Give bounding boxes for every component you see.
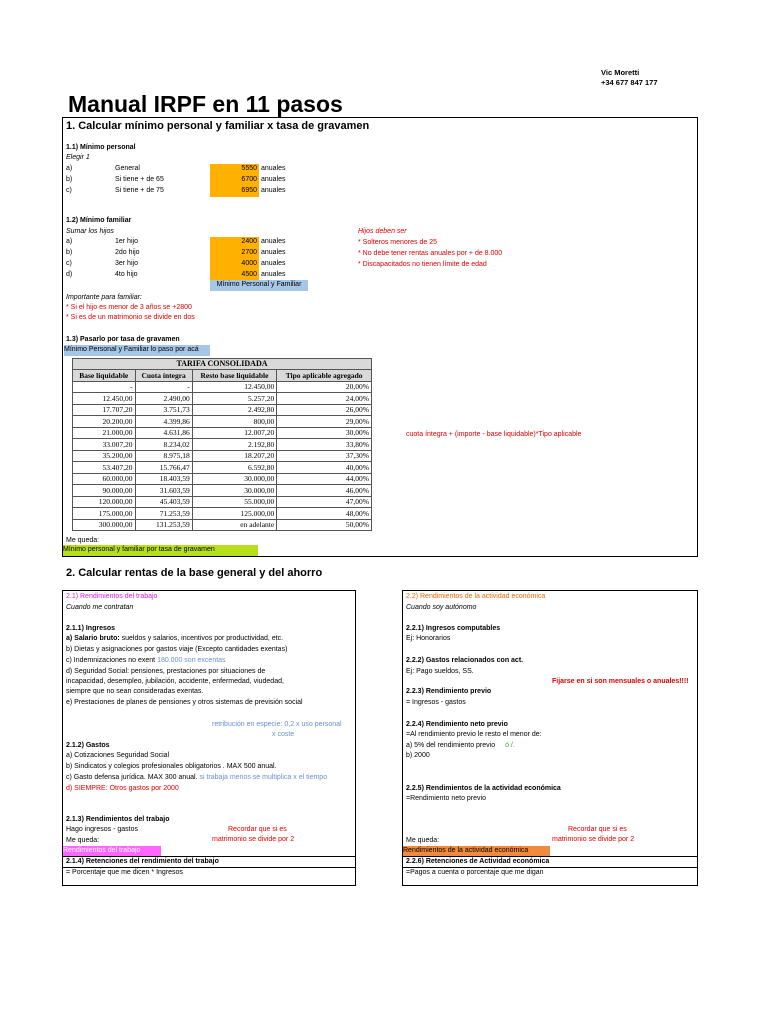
personal-row-label: Si tiene + de 65 <box>115 176 164 183</box>
trabajo-ingresos-d2: incapacidad, desempleo, jubilación, accidente, enfermedad, viudedad, <box>66 678 284 685</box>
actividad-subtitle: Cuando soy autónomo <box>406 604 477 611</box>
tarifa-cell: 48,00% <box>277 508 372 520</box>
actividad-gas-line: Ej: Pago sueldos, SS. <box>406 668 474 675</box>
tarifa-cell: 30.000,00 <box>192 485 276 497</box>
actividad-recordar-1: Recordar que si es <box>568 826 627 833</box>
actividad-ing-line: Ej: Honorarios <box>406 635 451 642</box>
tarifa-cell: 12.450,00 <box>192 381 276 393</box>
tarifa-cell: 45.403,59 <box>135 496 192 508</box>
tarifa-cell: 24,00% <box>277 393 372 405</box>
trabajo-rend-line: Hago ingresos - gastos <box>66 826 138 833</box>
hijos-note-3: * Discapacitados no tienen límite de edad <box>358 261 487 268</box>
actividad-act-line: =Rendimiento neto previo <box>406 795 486 802</box>
trabajo-retenciones-heading: 2.1.4) Retenciones del rendimiento del trabajo <box>66 858 219 865</box>
familiar-row-label: 1er hijo <box>115 238 138 245</box>
hijos-note-1: * Solteros menores de 25 <box>358 239 437 246</box>
tarifa-cell: 33,80% <box>277 439 372 451</box>
tarifa-cell: 4.399,86 <box>135 416 192 428</box>
tarifa-row <box>73 427 372 439</box>
importante-heading: Importante para familiar: <box>66 294 142 301</box>
actividad-ing-heading: 2.2.1) Ingresos computables <box>406 625 501 632</box>
tarifa-row <box>73 508 372 520</box>
tarifa-cell: en adelante <box>192 519 276 531</box>
tarifa-cell: 37,30% <box>277 450 372 462</box>
trabajo-ingresos-d1: d) Seguridad Social: pensiones, prestaciones por situaciones de <box>66 668 266 675</box>
actividad-retenciones-heading: 2.2.6) Retenciones de Actividad económica <box>406 858 550 865</box>
tarifa-cell: 46,00% <box>277 485 372 497</box>
actividad-me-queda: Me queda: <box>406 837 440 844</box>
trabajo-recordar-2: matrimonio se divide por 2 <box>212 836 295 843</box>
actividad-neto-heading: 2.2.4) Rendimiento neto previo <box>406 721 508 728</box>
actividad-fijarse: Fijarse en si son mensuales o anuales!!!! <box>552 678 689 685</box>
tarifa-cell: 30.000,00 <box>192 473 276 485</box>
actividad-previo-heading: 2.2.3) Rendimiento previo <box>406 688 492 695</box>
tarifa-cell: 47,00% <box>277 496 372 508</box>
tarifa-row <box>73 485 372 497</box>
section-2-heading: 2. Calcular rentas de la base general y del ahorro <box>66 567 323 579</box>
trabajo-gastos-a: a) Cotizaciones Seguridad Social <box>66 752 170 759</box>
tarifa-cell: 8.975,18 <box>135 450 192 462</box>
tarifa-title: TARIFA CONSOLIDADA <box>72 358 372 369</box>
trabajo-ingresos-e: e) Prestaciones de planes de pensiones y otros sistemas de previsión social <box>66 699 303 706</box>
familiar-row-key: b) <box>66 249 73 256</box>
tarifa-cell: 131.253,59 <box>135 519 192 531</box>
familiar-row-key: a) <box>66 238 73 245</box>
trabajo-me-queda: Me queda: <box>66 837 100 844</box>
trabajo-subtitle: Cuando me contratan <box>66 604 134 611</box>
trabajo-result-bar: Rendimientos del trabajo <box>63 846 161 856</box>
section-1-heading: 1. Calcular mínimo personal y familiar x tasa de gravamen <box>66 120 370 132</box>
familiar-row-unit: anuales <box>261 260 286 267</box>
personal-row-label: General <box>115 165 140 172</box>
tarifa-row <box>73 450 372 462</box>
familiar-row-unit: anuales <box>261 249 286 256</box>
personal-row-value: 5550 <box>210 164 259 175</box>
familiar-row-value: 4000 <box>210 259 259 270</box>
familiar-row-label: 4to hijo <box>115 271 138 278</box>
familiar-row-key: c) <box>66 260 72 267</box>
tarifa-cell: 44,00% <box>277 473 372 485</box>
actividad-act-heading: 2.2.5) Rendimientos de la actividad económica <box>406 785 561 792</box>
tarifa-cell: 800,00 <box>192 416 276 428</box>
personal-row-key: a) <box>66 165 73 172</box>
tarifa-row <box>73 416 372 428</box>
hijos-heading: Hijos deben ser <box>358 228 407 235</box>
importante-note-1: * Si el hijo es menor de 3 años se +2800 <box>66 304 192 311</box>
tarifa-cell: 40,00% <box>277 462 372 474</box>
tarifa-cell: 53.407,20 <box>73 462 136 474</box>
tarifa-cell: 12.007,20 <box>192 427 276 439</box>
tarifa-cell: 30,00% <box>277 427 372 439</box>
trabajo-gastos-d: d) SIEMPRE: Otros gastos por 2000 <box>66 785 179 792</box>
tarifa-cell: 12.450,00 <box>73 393 136 405</box>
tarifa-cell: 60.000,00 <box>73 473 136 485</box>
personal-row-key: b) <box>66 176 73 183</box>
tarifa-cell: 2.492,80 <box>192 404 276 416</box>
trabajo-ingresos-heading: 2.1.1) Ingresos <box>66 625 116 632</box>
trabajo-ingresos-c: c) Indemnizaciones no exent 180.000 son excentas <box>66 657 226 664</box>
page-title: Manual IRPF en 11 pasos <box>68 91 343 117</box>
trabajo-ingresos-b: b) Dietas y asignaciones por gastos viaje (Excepto cantidades exentas) <box>66 646 288 653</box>
tarifa-cell: 4.631,86 <box>135 427 192 439</box>
actividad-neto-line-1: =Al rendimiento previo le resto el menor de: <box>406 731 542 738</box>
tarifa-column-header: Resto base liquidable <box>192 370 276 382</box>
trabajo-title: 2.1) Rendimientos del trabajo <box>66 593 158 600</box>
tarifa-cell: 120.000,00 <box>73 496 136 508</box>
actividad-recordar-2: matrimonio se divide por 2 <box>552 836 635 843</box>
tarifa-cell: 18.403,59 <box>135 473 192 485</box>
personal-note: Elegir 1 <box>66 154 90 161</box>
tarifa-cell: 71.253,59 <box>135 508 192 520</box>
tarifa-cell: 5.257,20 <box>192 393 276 405</box>
tarifa-cell: 35.200,00 <box>73 450 136 462</box>
tarifa-row <box>73 473 372 485</box>
tarifa-cell: 300.000,00 <box>73 519 136 531</box>
actividad-title: 2.2) Rendimientos de la actividad económica <box>406 593 546 600</box>
familiar-row-unit: anuales <box>261 238 286 245</box>
trabajo-gastos-heading: 2.1.2) Gastos <box>66 742 110 749</box>
trabajo-rend-heading: 2.1.3) Rendimientos del trabajo <box>66 816 170 823</box>
tarifa-column-header: Cuota íntegra <box>135 370 192 382</box>
gravamen-heading: 1.3) Pasarlo por tasa de gravamen <box>66 336 180 343</box>
gravamen-me-queda: Me queda: <box>66 537 100 544</box>
tarifa-cell: 3.751,73 <box>135 404 192 416</box>
actividad-neto-line-2: a) 5% del rendimiento previo ó /. <box>406 742 515 749</box>
actividad-gas-heading: 2.2.2) Gastos relacionados con act. <box>406 657 524 664</box>
tarifa-cell: 90.000,00 <box>73 485 136 497</box>
tarifa-cell: 18.207,20 <box>192 450 276 462</box>
tarifa-cell: 20.200,00 <box>73 416 136 428</box>
tarifa-cell: 50,00% <box>277 519 372 531</box>
personal-row-unit: anuales <box>261 176 286 183</box>
author-name: Vic Moretti <box>601 68 640 77</box>
tarifa-cell: 125.000,00 <box>192 508 276 520</box>
hijos-note-2: * No debe tener rentas anuales por + de 8.000 <box>358 250 503 257</box>
trabajo-gastos-c: c) Gasto defensa jurídica. MAX 300 anual. si trabaja menos se multiplica x el tiempo <box>66 774 328 781</box>
tarifa-column-header: Tipo aplicable agregado <box>277 370 372 382</box>
familiar-note: Sumar los hijos <box>66 228 114 235</box>
tarifa-cell: 15.766,47 <box>135 462 192 474</box>
gravamen-note-bar: Mínimo Personal y Familiar lo paso por acá <box>64 345 210 356</box>
importante-note-2: * Si es de un matrimonio se divide en dos <box>66 314 195 321</box>
author-phone: +34 677 847 177 <box>601 78 658 87</box>
familiar-row-unit: anuales <box>261 271 286 278</box>
tarifa-row <box>73 462 372 474</box>
familiar-heading: 1.2) Mínimo familiar <box>66 217 132 224</box>
tarifa-row <box>73 439 372 451</box>
tarifa-cell: - <box>135 381 192 393</box>
personal-row-unit: anuales <box>261 165 286 172</box>
personal-row-value: 6700 <box>210 175 259 186</box>
trabajo-gastos-b: b) Sindicatos y colegios profesionales obligatorios . MAX 500 anual. <box>66 763 277 770</box>
actividad-retenciones-line: =Pagos a cuenta o porcentaje que me digan <box>406 869 544 876</box>
actividad-result-bar: Rendimientos de la actividad económica <box>403 846 550 856</box>
personal-row-value: 6950 <box>210 186 259 197</box>
tarifa-formula: cuota íntegra + (importe - base liquidable)*Tipo aplicable <box>406 431 582 438</box>
personal-row-label: Si tiene + de 75 <box>115 187 164 194</box>
trabajo-ingresos-d3: siempre que no sean consideradas exentas. <box>66 688 204 695</box>
tarifa-cell: 6.592,80 <box>192 462 276 474</box>
familiar-row-label: 2do hijo <box>115 249 140 256</box>
trabajo-especie-note-1: retribución en especie: 0,2 x uso personal <box>212 721 342 728</box>
tarifa-cell: 26,00% <box>277 404 372 416</box>
familiar-row-value: 2700 <box>210 248 259 259</box>
familiar-row-key: d) <box>66 271 73 278</box>
gravamen-result-bar: Mínimo personal y familiar por tasa de gravamen <box>63 545 258 556</box>
tarifa-cell: 31.603,59 <box>135 485 192 497</box>
personal-row-key: c) <box>66 187 72 194</box>
trabajo-recordar-1: Recordar que si es <box>228 826 287 833</box>
tarifa-cell: 33.007,20 <box>73 439 136 451</box>
tarifa-cell: 21.000,00 <box>73 427 136 439</box>
tarifa-cell: 2.192,80 <box>192 439 276 451</box>
tarifa-row <box>73 393 372 405</box>
personal-row-unit: anuales <box>261 187 286 194</box>
tarifa-cell: - <box>73 381 136 393</box>
tarifa-row <box>73 381 372 393</box>
familiar-row-value: 2400 <box>210 237 259 248</box>
personal-heading: 1.1) Mínimo personal <box>66 144 136 151</box>
familiar-row-value: 4500 <box>210 270 259 281</box>
tarifa-cell: 55.000,00 <box>192 496 276 508</box>
tarifa-cell: 17.707,20 <box>73 404 136 416</box>
tarifa-cell: 29,00% <box>277 416 372 428</box>
tarifa-cell: 20,00% <box>277 381 372 393</box>
actividad-previo-line: = Ingresos - gastos <box>406 699 466 706</box>
tarifa-row <box>73 404 372 416</box>
familiar-total-bar: Mínimo Personal y Familiar <box>210 280 308 291</box>
tarifa-table <box>72 358 372 531</box>
tarifa-column-header: Base liquidable <box>73 370 136 382</box>
tarifa-cell: 175.000,00 <box>73 508 136 520</box>
tarifa-cell: 8.234,02 <box>135 439 192 451</box>
trabajo-retenciones-line: = Porcentaje que me dicen * Ingresos <box>66 869 183 876</box>
actividad-neto-line-3: b) 2000 <box>406 752 430 759</box>
tarifa-row <box>73 496 372 508</box>
trabajo-especie-note-2: x coste <box>272 731 295 738</box>
trabajo-ingresos-a: a) Salario bruto: sueldos y salarios, incentivos por productividad, etc. <box>66 635 284 642</box>
tarifa-row <box>73 519 372 531</box>
tarifa-cell: 2.490,00 <box>135 393 192 405</box>
familiar-row-label: 3er hijo <box>115 260 138 267</box>
